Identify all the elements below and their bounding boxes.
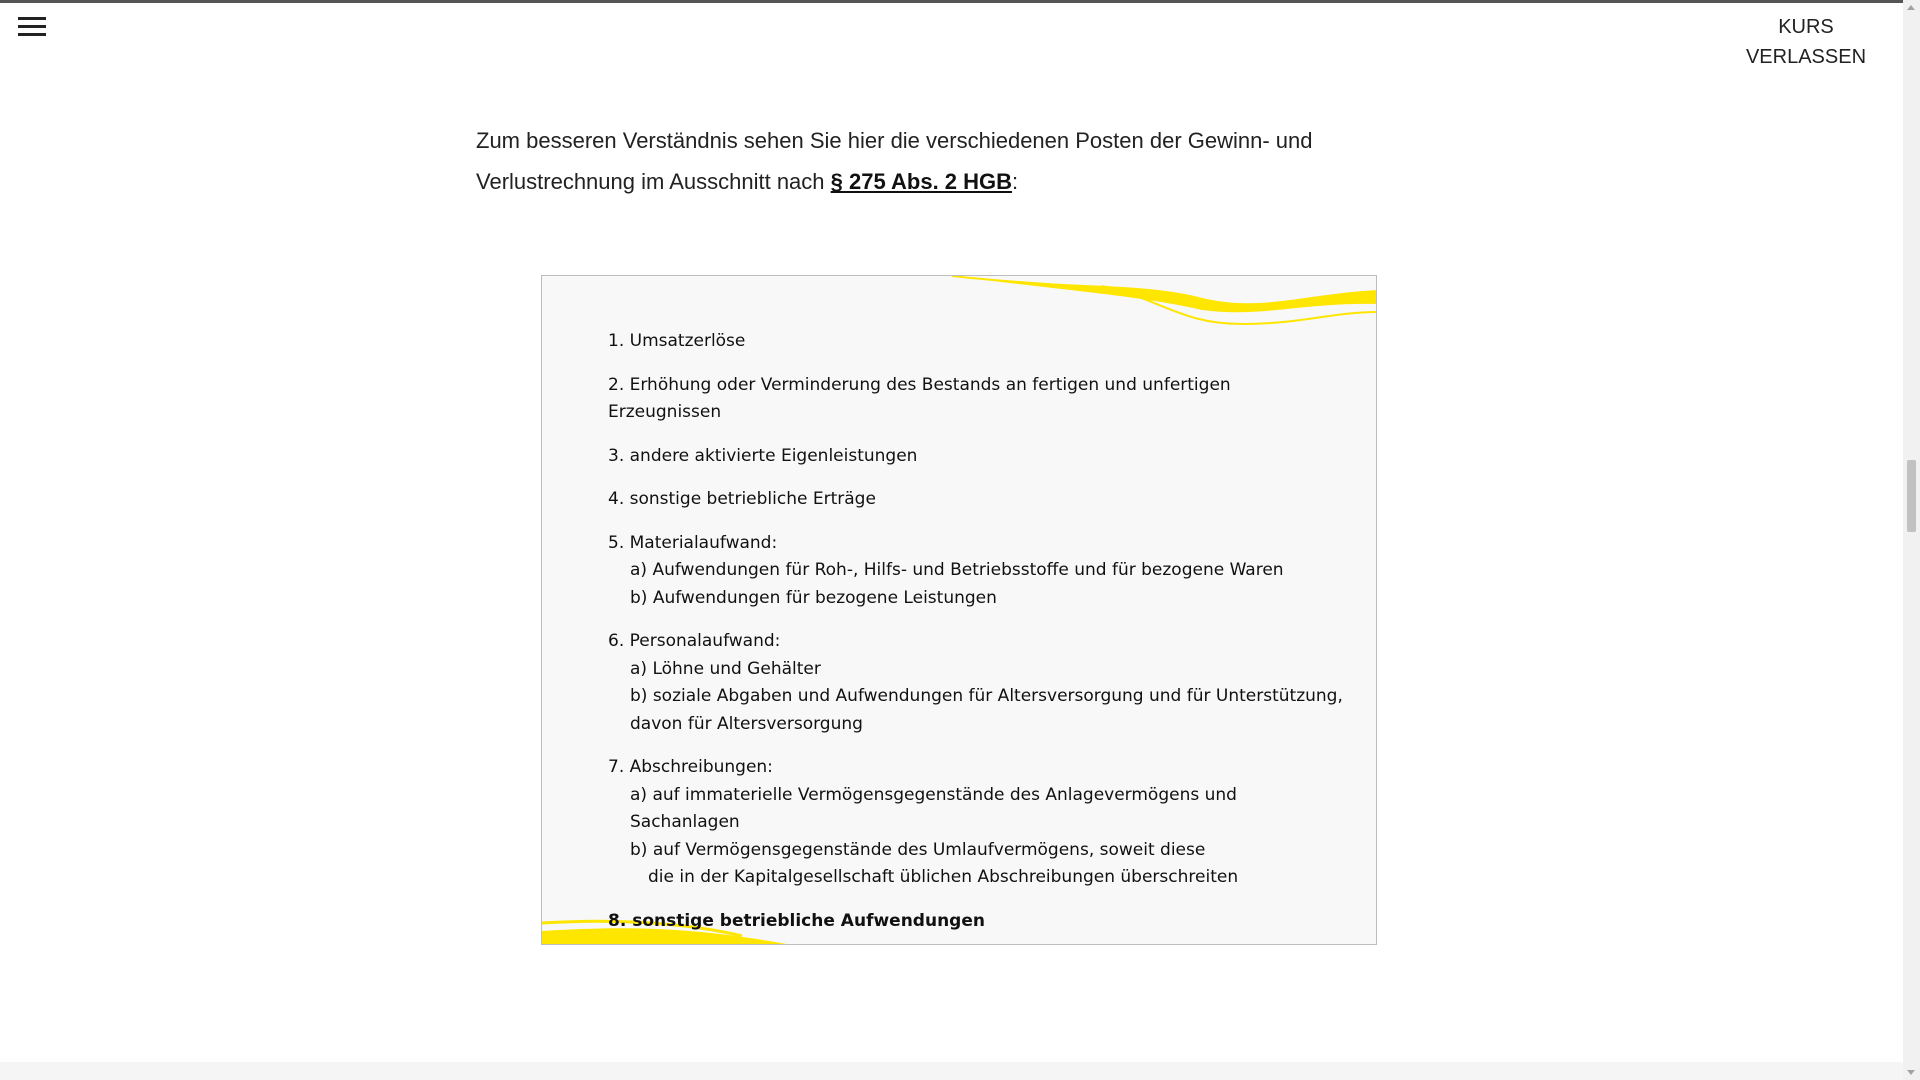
scroll-down-icon[interactable]	[1907, 1070, 1915, 1075]
scroll-up-icon[interactable]	[1907, 5, 1915, 10]
bottom-strip	[0, 1062, 1903, 1080]
hgb-link[interactable]: § 275 Abs. 2 HGB	[830, 169, 1013, 194]
top-border	[0, 0, 1903, 3]
exit-course-button[interactable]: KURS VERLASSEN	[1745, 16, 1867, 68]
list-item: 6. Personalaufwand: a) Löhne und Gehälter b) soziale Abgaben und Aufwendungen für Altersversorgung und für Unterstützung, davon für Altersversorgung	[608, 628, 1348, 738]
yellow-wave-top-decoration	[542, 276, 1377, 336]
intro-text: Zum besseren Verständnis sehen Sie hier die verschiedenen Posten der Gewinn- und Verlustrechnung im Ausschnitt nach	[476, 128, 1313, 194]
list-subitem: a) auf immaterielle Vermögensgegenstände des Anlagevermögens und Sachanlagen	[630, 784, 1237, 832]
list-item: 4. sonstige betriebliche Erträge	[608, 489, 876, 509]
hamburger-menu-icon[interactable]	[18, 16, 46, 38]
list-item: 1. Umsatzerlöse	[608, 331, 746, 351]
list-subitem: die in der Kapitalgesellschaft üblichen Abschreibungen überschreiten	[648, 867, 1239, 887]
list-item: 5. Materialaufwand: a) Aufwendungen für Roh-, Hilfs- und Betriebsstoffe und für bezogene Waren b) Aufwendungen für bezogene Leistungen	[608, 530, 1348, 613]
list-subitem: a) Aufwendungen für Roh-, Hilfs- und Betriebsstoffe und für bezogene Waren	[630, 560, 1284, 580]
list-subitem: a) Löhne und Gehälter	[630, 658, 821, 679]
gkv-figure	[541, 275, 1377, 945]
list-item: 3. andere aktivierte Eigenleistungen	[608, 445, 918, 466]
list-item: 2. Erhöhung oder Verminderung des Bestands an fertigen und unfertigen Erzeugnissen	[608, 374, 1231, 422]
list-subitem: b) Aufwendungen für bezogene Leistungen	[630, 587, 997, 608]
list-subitem: b) soziale Abgaben und Aufwendungen für Altersversorgung und für Unterstützung,	[630, 686, 1343, 706]
vertical-scrollbar[interactable]	[1903, 0, 1920, 1080]
scroll-thumb[interactable]	[1907, 460, 1916, 532]
list-item: 7. Abschreibungen: a) auf immaterielle Vermögensgegenstände des Anlagevermögens und Sachanlagen b) auf Vermögensgegenstände des Umlaufvermögens, soweit diese die in der Kapitalgesellschaft üblichen Abschreibungen überschreiten	[608, 754, 1348, 892]
list-item: 8. sonstige betriebliche Aufwendungen	[608, 910, 985, 931]
list-subitem: davon für Altersversorgung	[630, 713, 863, 734]
gkv-items-list	[608, 328, 1348, 945]
list-subitem: b) auf Vermögensgegenstände des Umlaufvermögens, soweit diese	[630, 839, 1206, 860]
intro-paragraph	[476, 120, 1356, 202]
intro-text-end: :	[1012, 169, 1019, 194]
